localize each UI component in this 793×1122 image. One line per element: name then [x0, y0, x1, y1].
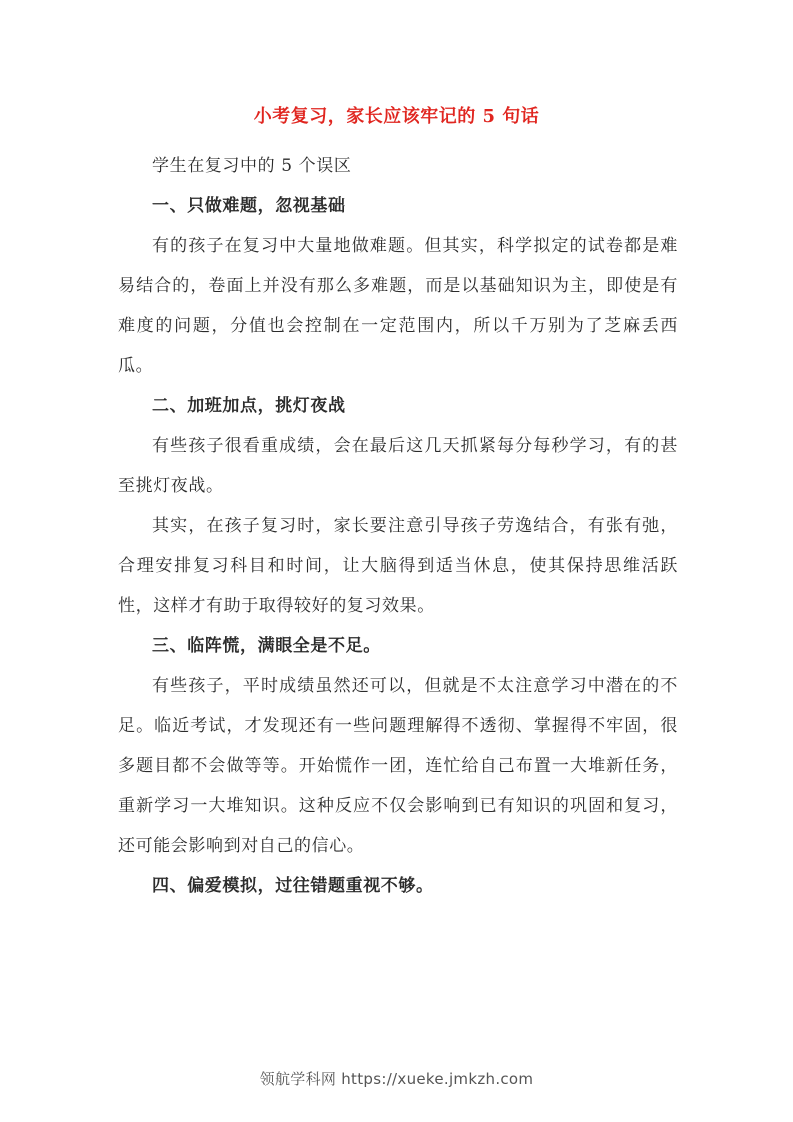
- section-3-heading: 三、临阵慌，满眼全是不足。: [152, 636, 381, 656]
- section-1-paragraph-1: 有的孩子在复习中大量地做难题。但其实，科学拟定的试卷都是难易结合的，卷面上并没有那么多难题，而是以基础知识为主，即使是有难度的问题，分值也会控制在一定范围内，所以千万别为了芝麻丢西瓜。: [118, 236, 678, 376]
- section-2-paragraph-2: 其实，在孩子复习时，家长要注意引导孩子劳逸结合，有张有弛，合理安排复习科目和时间，让大脑得到适当休息，使其保持思维活跃性，这样才有助于取得较好的复习效果。: [118, 516, 678, 616]
- section-2-paragraph-1: 有些孩子很看重成绩，会在最后这几天抓紧每分每秒学习，有的甚至挑灯夜战。: [118, 436, 678, 496]
- section-1-heading: 一、只做难题，忽视基础: [152, 196, 346, 216]
- section-4-heading: 四、偏爱模拟，过往错题重视不够。: [152, 876, 434, 896]
- intro-paragraph: 学生在复习中的 5 个误区: [152, 156, 352, 176]
- document-title: 小考复习，家长应该牢记的 5 句话: [253, 106, 540, 127]
- page-footer: 领航学科网 https://xueke.jmkzh.com: [259, 1070, 534, 1088]
- document-body: [118, 146, 678, 906]
- section-3-paragraph-1: 有些孩子，平时成绩虽然还可以，但就是不太注意学习中潜在的不足。临近考试，才发现还有一些问题理解得不透彻、掌握得不牢固，很多题目都不会做等等。开始慌作一团，连忙给自己布置一大堆新任务，重新学习一大堆知识。这种反应不仅会影响到已有知识的巩固和复习，还可能会影响到对自己的信心。: [118, 676, 678, 856]
- section-2-heading: 二、加班加点，挑灯夜战: [152, 396, 346, 416]
